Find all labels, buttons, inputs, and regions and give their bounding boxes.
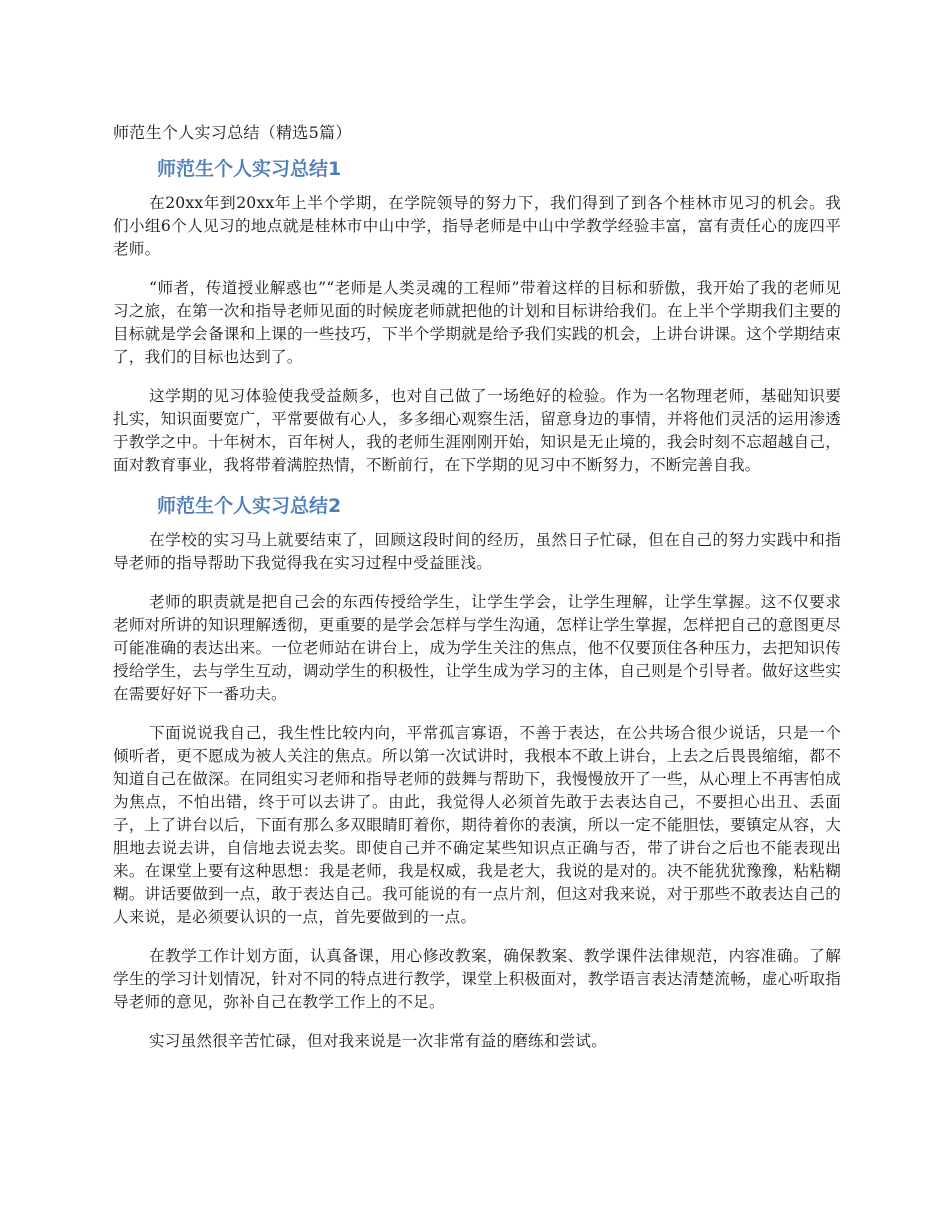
- paragraph: 这学期的见习体验使我受益颇多，也对自己做了一场绝好的检验。作为一名物理老师，基础知识要扎实，知识面要宽广，平常要做有心人，多多细心观察生活，留意身边的事情，并将他们灵活的运用渗透于教学之中。十年树木，百年树人，我的老师生涯刚刚开始，知识是无止境的，我会时刻不忘超越自己，面对教育事业，我将带着满腔热情，不断前行，在下学期的见习中不断努力，不断完善自我。: [113, 387, 841, 474]
- section-heading: 师范生个人实习总结1: [157, 158, 342, 180]
- paragraph: 在学校的实习马上就要结束了，回顾这段时间的经历，虽然日子忙碌，但在自己的努力实践中和指导老师的指导帮助下我觉得我在实习过程中受益匪浅。: [113, 531, 841, 572]
- paragraph: 在20xx年到20xx年上半个学期，在学院领导的努力下，我们得到了到各个桂林市见习的机会。我们小组6个人见习的地点就是桂林市中山中学，指导老师是中山中学教学经验丰富，富有责任心的庞四平老师。: [113, 194, 841, 258]
- paragraph: 实习虽然很辛苦忙碌，但对我来说是一次非常有益的磨练和尝试。: [149, 1032, 608, 1050]
- section-1: [113, 156, 841, 477]
- document-title: 师范生个人实习总结（精选5篇）: [113, 123, 352, 142]
- paragraph: 下面说说我自己，我生性比较内向，平常孤言寡语，不善于表达，在公共场合很少说话，只是一个倾听者，更不愿成为被人关注的焦点。所以第一次试讲时，我根本不敢上讲台，上去之后畏畏缩缩，都不知道自己在做深。在同组实习老师和指导老师的鼓舞与帮助下，我慢慢放开了一些，从心理上不再害怕成为焦点，不怕出错，终于可以去讲了。由此，我觉得人必须首先敢于去表达自己，不要担心出丑、丢面子，上了讲台以后，下面有那么多双眼睛盯着你，期待着你的表演，所以一定不能胆怯，要镇定从容，大胆地去说去讲，自信地去说去奖。即使自己并不确定某些知识点正确与否，带了讲台之后也不能表现出来。在课堂上要有这种思想：我是老师，我是权威，我是老大，我说的是对的。决不能犹犹豫豫，粘粘糊糊。讲话要做到一点，敢于表达自己。我可能说的有一点片剂，但这对我来说，对于那些不敢表达自己的人来说，是必须要认识的一点，首先要做到的一点。: [113, 724, 841, 926]
- paragraph: 在教学工作计划方面，认真备课，用心修改教案，确保教案、教学课件法律规范，内容准确。了解学生的学习计划情况，针对不同的特点进行教学，课堂上积极面对，教学语言表达清楚流畅，虚心听取指导老师的意见，弥补自己在教学工作上的不足。: [113, 947, 841, 1011]
- document-page: [113, 120, 841, 1069]
- section-2: [113, 493, 841, 1053]
- paragraph: “师者，传道授业解惑也”“老师是人类灵魂的工程师”带着这样的目标和骄傲，我开始了我的老师见习之旅，在第一次和指导老师见面的时候庞老师就把他的计划和目标讲给我们。在上半个学期我们主要的目标就是学会备课和上课的一些技巧，下半个学期就是给予我们实践的机会，上讲台讲课。这个学期结束了，我们的目标也达到了。: [113, 279, 841, 366]
- paragraph: 老师的职责就是把自己会的东西传授给学生，让学生学会，让学生理解，让学生掌握。这不仅要求老师对所讲的知识理解透彻，更重要的是学会怎样与学生沟通，怎样让学生掌握，怎样把自己的意图更尽可能准确的表达出来。一位老师站在讲台上，成为学生关注的焦点，他不仅要顶住各种压力，去把知识传授给学生，去与学生互动，调动学生的积极性，让学生成为学习的主体，自己则是个引导者。做好这些实在需要好好下一番功夫。: [113, 593, 841, 703]
- section-heading: 师范生个人实习总结2: [157, 495, 342, 517]
